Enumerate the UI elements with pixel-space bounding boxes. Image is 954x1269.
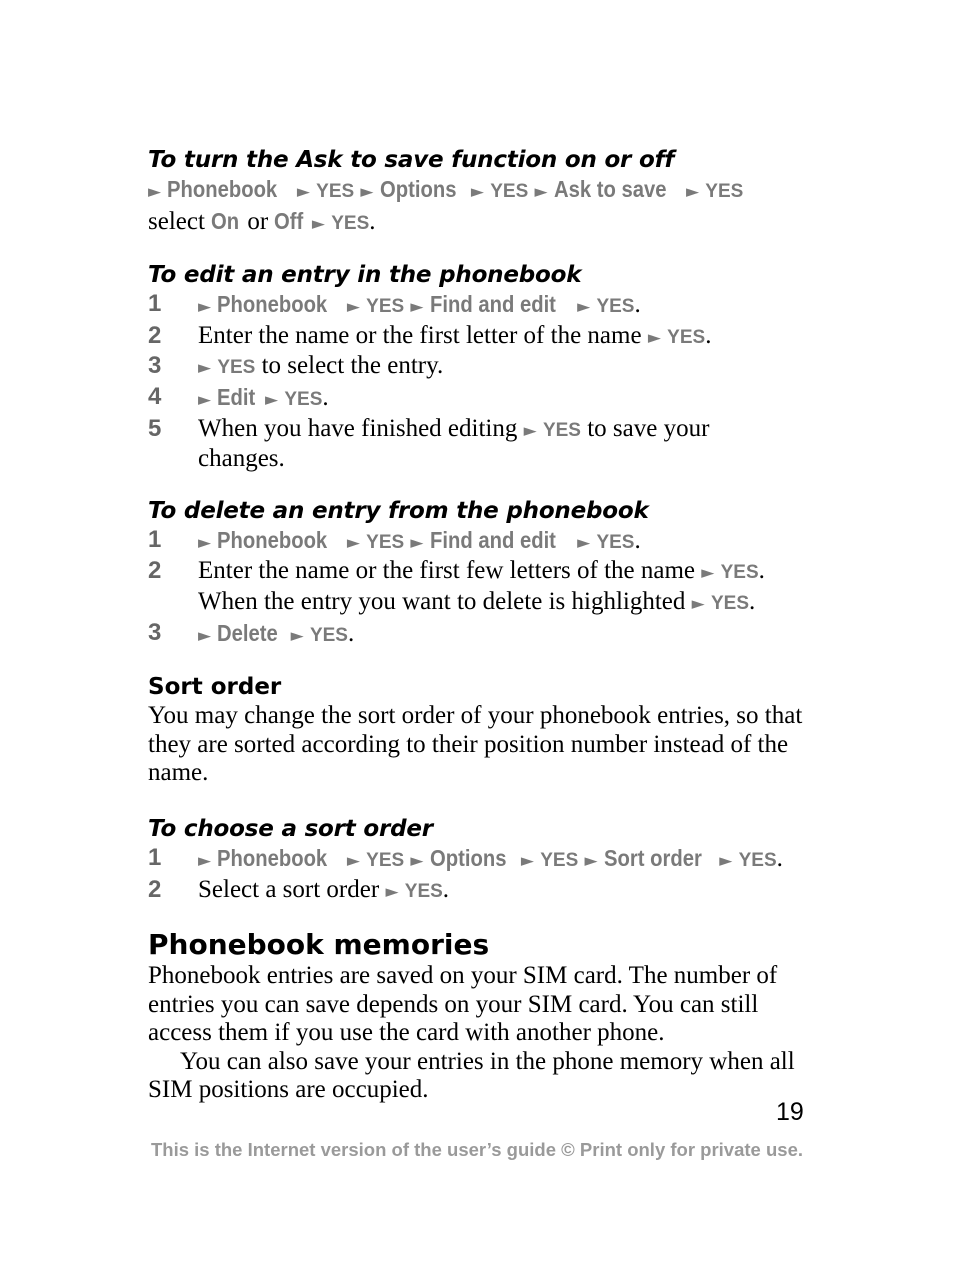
step-number: 4 (148, 382, 162, 410)
arrow-icon: ► (148, 182, 162, 202)
yes-key: YES (540, 849, 579, 871)
yes-key: YES (331, 212, 370, 234)
step-1 (148, 844, 808, 876)
menu-options: Options (429, 844, 507, 871)
step-number: 5 (148, 414, 162, 442)
arrow-icon: ► (534, 182, 548, 202)
step-number: 1 (148, 525, 162, 553)
text: . (322, 383, 329, 411)
arrow-icon: ► (290, 625, 304, 646)
text: . (634, 291, 641, 319)
sort-steps (148, 844, 808, 906)
step-2 (148, 876, 808, 907)
text: Enter the name or the first few letters of the name (198, 557, 702, 585)
arrow-icon: ► (311, 213, 325, 234)
memories-body-1: Phonebook entries are saved on your SIM card. The number of entries you can save depends on your SIM card. You can still access them if you use the card with another phone. (148, 962, 778, 1047)
menu-phonebook: Phonebook (217, 291, 328, 318)
step-number: 3 (148, 352, 162, 380)
heading-phonebook-memories: Phonebook memories (148, 928, 490, 962)
heading-choose-sort-order: To choose a sort order (148, 815, 433, 842)
step-1 (148, 526, 808, 558)
yes-key: YES (284, 388, 323, 410)
menu-sort-order: Sort order (603, 844, 702, 871)
heading-edit-entry: To edit an entry in the phonebook (148, 262, 582, 289)
yes-key: YES (309, 624, 348, 646)
yes-key: YES (738, 849, 777, 871)
sort-order-body: You may change the sort order of your phonebook entries, so that they are sorted according to their position number instead of the name. (148, 702, 803, 787)
footer-notice: This is the Internet version of the user’s guide © Print only for private use. (150, 1139, 803, 1160)
step-number: 1 (148, 843, 162, 871)
menu-find-and-edit: Find and edit (429, 291, 556, 318)
step-2 (148, 322, 808, 353)
arrow-icon: ► (198, 625, 212, 646)
ask-to-save-select (148, 207, 808, 239)
step-2 (148, 557, 808, 618)
option-off: Off (274, 207, 304, 234)
menu-find-and-edit: Find and edit (429, 526, 556, 553)
arrow-icon: ► (385, 881, 399, 902)
delete-steps (148, 526, 808, 650)
yes-key: YES (705, 181, 744, 202)
text: or (241, 207, 275, 235)
yes-key: YES (404, 880, 443, 902)
text: . (776, 844, 783, 872)
arrow-icon: ► (701, 563, 715, 584)
text: When the entry you want to delete is highlighted (198, 587, 692, 615)
arrow-icon: ► (346, 850, 360, 871)
menu-options: Options (379, 176, 457, 202)
arrow-icon: ► (346, 297, 360, 318)
arrow-icon: ► (685, 182, 700, 202)
heading-delete-entry: To delete an entry from the phonebook (148, 497, 649, 524)
step-number: 3 (148, 618, 162, 646)
step-number: 1 (148, 290, 162, 318)
arrow-icon: ► (691, 593, 705, 614)
text: Select a sort order (198, 875, 386, 903)
arrow-icon: ► (198, 532, 212, 553)
menu-phonebook: Phonebook (167, 176, 278, 202)
menu-ask-to-save: Ask to save (553, 176, 667, 202)
option-on: On (211, 207, 240, 234)
edit-steps (148, 290, 808, 474)
step-number: 2 (148, 321, 162, 349)
yes-key: YES (542, 419, 581, 441)
arrow-icon: ► (198, 389, 212, 410)
arrow-icon: ► (647, 327, 661, 348)
arrow-icon: ► (198, 297, 212, 318)
arrow-icon: ► (523, 420, 537, 441)
text: . (442, 875, 450, 903)
arrow-icon: ► (265, 389, 279, 410)
step-5 (148, 415, 808, 474)
text: . (705, 321, 712, 349)
manual-page (148, 145, 808, 1105)
step-3 (148, 352, 808, 383)
heading-sort-order: Sort order (148, 674, 282, 701)
arrow-icon: ► (719, 850, 733, 871)
yes-key: YES (596, 531, 635, 553)
arrow-icon: ► (410, 850, 424, 871)
arrow-icon: ► (577, 532, 591, 553)
text: When you have finished editing (198, 414, 524, 442)
step-1 (148, 290, 808, 322)
text: . (758, 557, 765, 585)
text: select (148, 207, 212, 235)
step-number: 2 (148, 557, 162, 585)
memories-body-2: You can also save your entries in the phone memory when all SIM positions are occupied. (148, 1047, 795, 1104)
text: to select the entry. (255, 352, 444, 380)
arrow-icon: ► (520, 850, 534, 871)
menu-phonebook: Phonebook (217, 844, 328, 871)
arrow-icon: ► (577, 297, 591, 318)
yes-key: YES (366, 296, 405, 318)
yes-key: YES (490, 181, 529, 202)
yes-key: YES (316, 181, 355, 202)
heading-ask-to-save: To turn the Ask to save function on or off (148, 147, 675, 173)
arrow-icon: ► (360, 182, 374, 202)
step-3 (148, 619, 808, 651)
arrow-icon: ► (198, 358, 212, 379)
step-4 (148, 383, 808, 415)
yes-key: YES (366, 531, 405, 553)
text: . (634, 526, 641, 554)
menu-phonebook: Phonebook (217, 526, 328, 553)
text: Enter the name or the first letter of the name (198, 321, 648, 349)
yes-key: YES (710, 592, 749, 614)
text: changes. (198, 445, 285, 473)
text: . (347, 619, 355, 647)
text: . (369, 207, 376, 235)
ask-to-save-path (148, 175, 808, 207)
arrow-icon: ► (470, 182, 484, 202)
yes-key: YES (366, 849, 405, 871)
yes-key: YES (720, 562, 759, 584)
arrow-icon: ► (410, 297, 424, 318)
text: to save your (580, 414, 710, 442)
text: . (749, 587, 756, 615)
yes-key: YES (217, 357, 256, 379)
arrow-icon: ► (346, 532, 360, 553)
menu-edit: Edit (217, 383, 256, 410)
arrow-icon: ► (296, 182, 310, 202)
yes-key: YES (596, 296, 635, 318)
yes-key: YES (667, 326, 706, 348)
arrow-icon: ► (410, 532, 424, 553)
step-number: 2 (148, 875, 162, 903)
menu-delete: Delete (217, 619, 279, 646)
page-number: 19 (776, 1098, 804, 1126)
arrow-icon: ► (584, 850, 598, 871)
arrow-icon: ► (198, 850, 212, 871)
